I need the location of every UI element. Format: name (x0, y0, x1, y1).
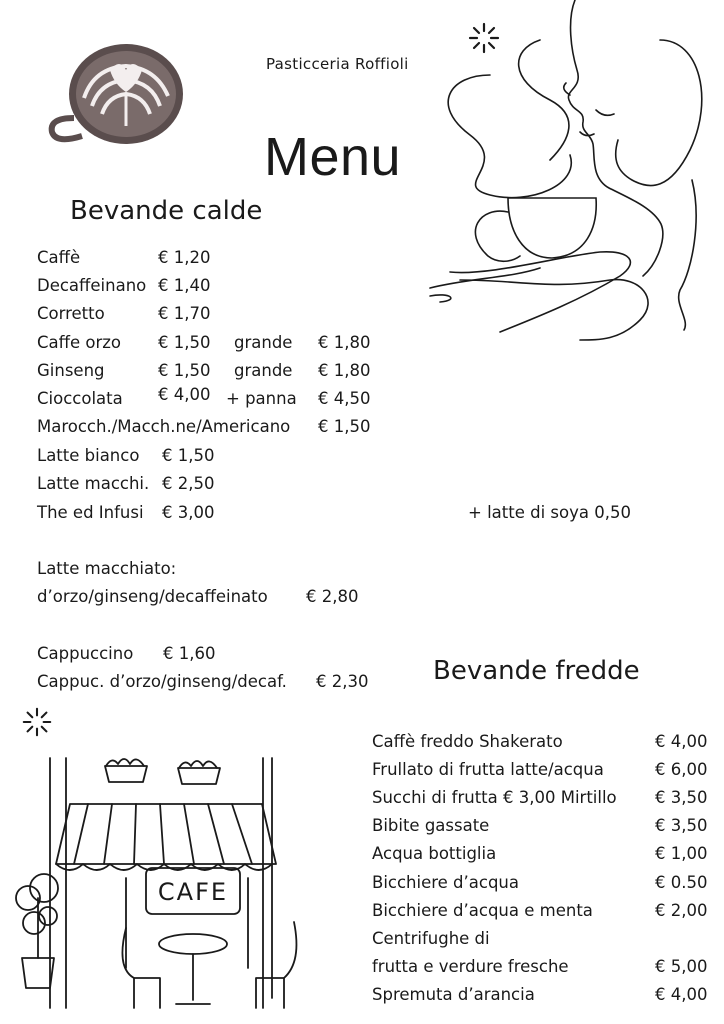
item-price: € 1,60 (163, 644, 216, 663)
list-item: Decaffeinano (37, 276, 147, 295)
list-item: Ginseng (37, 361, 105, 380)
item-price: € 2,00 (655, 901, 708, 920)
woman-drinking-coffee-icon (430, 0, 720, 345)
item-price: € 3,50 (655, 788, 708, 807)
cafe-sign: CAFE (157, 878, 229, 906)
item-price: € 5,00 (655, 957, 708, 976)
item-price: € 1,40 (158, 276, 211, 295)
list-item: Caffè (37, 248, 81, 267)
list-item: Bicchiere d’acqua e menta (372, 901, 593, 920)
latte-macchiato-variants: d’orzo/ginseng/decaffeinato (37, 587, 268, 606)
latte-art-cup-icon (44, 36, 194, 156)
item-extra-price: € 1,80 (318, 333, 371, 352)
list-item: Latte bianco (37, 446, 140, 465)
item-price: € 3,50 (655, 816, 708, 835)
list-item: Bibite gassate (372, 816, 490, 835)
list-item: Latte macchi. (37, 474, 150, 493)
list-item: Marocch./Macch.ne/Americano (37, 417, 291, 436)
sparkle-icon (20, 705, 54, 739)
list-item: Bicchiere d’acqua (372, 873, 520, 892)
list-item: Acqua bottiglia (372, 844, 497, 863)
list-item: Cioccolata (37, 389, 123, 408)
soy-milk-note: + latte di soya 0,50 (468, 503, 631, 522)
item-price: € 1,00 (655, 844, 708, 863)
item-extra-price: € 1,80 (318, 361, 371, 380)
hot-drinks-heading: Bevande calde (70, 196, 263, 226)
list-item: The ed Infusi (37, 503, 144, 522)
cafe-storefront-icon (8, 748, 308, 1018)
latte-macchiato-label: Latte macchiato: (37, 559, 177, 578)
item-price: € 3,00 (162, 503, 215, 522)
item-price: € 1,20 (158, 248, 211, 267)
list-item: Centrifughe di (372, 929, 490, 948)
item-extra-price: € 4,50 (318, 389, 371, 408)
cold-drinks-heading: Bevande fredde (433, 656, 640, 686)
list-item: Spremuta d’arancia (372, 985, 535, 1004)
item-price: € 1,50 (158, 333, 211, 352)
item-price: € 1,50 (318, 417, 371, 436)
item-price: € 6,00 (655, 760, 708, 779)
item-price: € 1,50 (162, 446, 215, 465)
item-extra: + panna (226, 389, 297, 408)
list-item: Caffe orzo (37, 333, 122, 352)
shop-name: Pasticceria Roffioli (266, 55, 409, 73)
item-price: € 2,80 (306, 587, 359, 606)
list-item: Succhi di frutta € 3,00 Mirtillo (372, 788, 617, 807)
item-price: € 2,50 (162, 474, 215, 493)
list-item: Corretto (37, 304, 105, 323)
list-item: Frullato di frutta latte/acqua (372, 760, 604, 779)
item-extra: grande (234, 333, 293, 352)
item-price: € 0.50 (655, 873, 708, 892)
item-price: € 1,50 (158, 361, 211, 380)
item-extra: grande (234, 361, 293, 380)
page-title: Menu (264, 127, 402, 187)
list-item: Caffè freddo Shakerato (372, 732, 563, 751)
item-price: € 4,00 (655, 985, 708, 1004)
list-item: Cappuccino (37, 644, 134, 663)
list-item: Cappuc. d’orzo/ginseng/decaf. (37, 672, 287, 691)
list-item: frutta e verdure fresche (372, 957, 569, 976)
item-price: € 1,70 (158, 304, 211, 323)
item-price: € 4,00 (655, 732, 708, 751)
item-price: € 2,30 (316, 672, 369, 691)
item-price: € 4,00 (158, 385, 211, 404)
